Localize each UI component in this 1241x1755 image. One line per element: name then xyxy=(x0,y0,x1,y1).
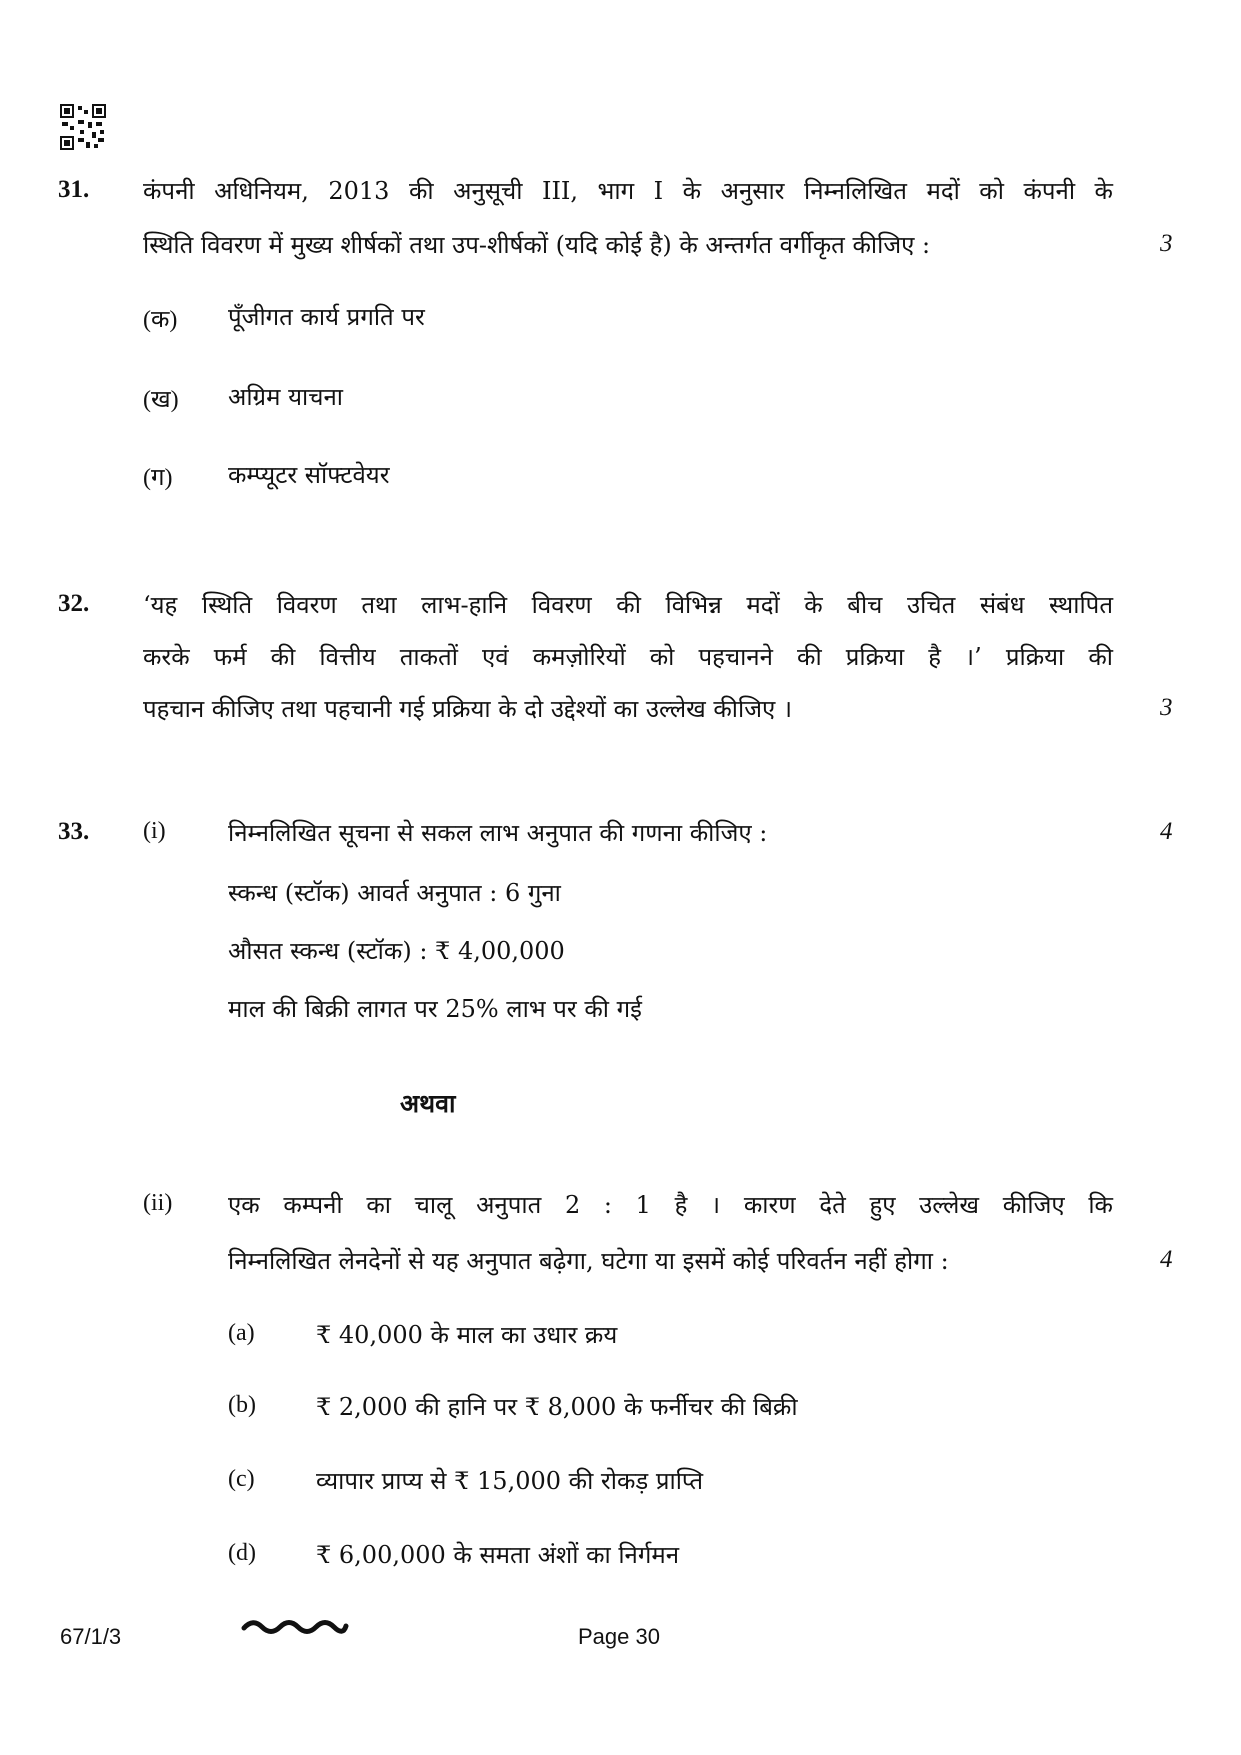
option-label: (क) xyxy=(143,307,178,333)
question-text-line: पहचान कीजिए तथा पहचानी गई प्रक्रिया के दो उद्देश्यों का उल्लेख कीजिए । xyxy=(143,695,793,723)
question-text-line: करके फर्म की वित्तीय ताकतों एवं कमज़ोरियों को पहचानने की प्रक्रिया है ।’ प्रक्रिया की xyxy=(143,643,1113,671)
question-text-line: स्कन्ध (स्टॉक) आवर्त अनुपात : 6 गुना xyxy=(228,879,561,907)
option-text: ₹ 6,00,000 के समता अंशों का निर्गमन xyxy=(316,1541,680,1569)
option-text: ₹ 2,000 की हानि पर ₹ 8,000 के फर्नीचर की बिक्री xyxy=(316,1393,798,1421)
question-number: 31. xyxy=(58,176,90,203)
option-text: अग्रिम याचना xyxy=(228,383,343,411)
question-text-line: निम्नलिखित सूचना से सकल लाभ अनुपात की गणना कीजिए : xyxy=(228,819,768,847)
marks: 4 xyxy=(1160,1246,1173,1273)
option-label: (ख) xyxy=(143,387,179,413)
paper-code: 67/1/3 xyxy=(60,1624,122,1649)
part-label: (ii) xyxy=(143,1190,173,1216)
marks: 3 xyxy=(1160,694,1173,721)
option-text: कम्प्यूटर सॉफ्टवेयर xyxy=(228,461,390,489)
qr-code-icon xyxy=(60,104,106,150)
question-number: 33. xyxy=(58,818,90,845)
question-number: 32. xyxy=(58,590,90,617)
question-text-line: ‘यह स्थिति विवरण तथा लाभ-हानि विवरण की विभिन्न मदों के बीच उचित संबंध स्थापित xyxy=(143,591,1113,619)
marks: 4 xyxy=(1160,818,1173,845)
wave-ornament-icon xyxy=(240,1612,350,1642)
question-text-line: औसत स्कन्ध (स्टॉक) : ₹ 4,00,000 xyxy=(228,937,565,965)
question-text-line: स्थिति विवरण में मुख्य शीर्षकों तथा उप-शीर्षकों (यदि कोई है) के अन्तर्गत वर्गीकृत कीजिए : xyxy=(143,231,931,259)
part-label: (i) xyxy=(143,818,166,844)
page-number: Page 30 xyxy=(578,1624,660,1649)
option-label: (a) xyxy=(228,1320,255,1346)
question-text-line: माल की बिक्री लागत पर 25% लाभ पर की गई xyxy=(228,995,642,1023)
marks: 3 xyxy=(1160,230,1173,257)
question-text-line: कंपनी अधिनियम, 2013 की अनुसूची III, भाग I के अनुसार निम्नलिखित मदों को कंपनी के xyxy=(143,177,1113,205)
or-divider: अथवा xyxy=(400,1089,456,1118)
option-text: ₹ 40,000 के माल का उधार क्रय xyxy=(316,1321,618,1349)
question-text-line: निम्नलिखित लेनदेनों से यह अनुपात बढ़ेगा, घटेगा या इसमें कोई परिवर्तन नहीं होगा : xyxy=(228,1247,949,1275)
option-text: पूँजीगत कार्य प्रगति पर xyxy=(228,303,425,331)
option-label: (c) xyxy=(228,1466,255,1492)
question-text-line: एक कम्पनी का चालू अनुपात 2 : 1 है । कारण देते हुए उल्लेख कीजिए कि xyxy=(228,1191,1113,1219)
option-text: व्यापार प्राप्य से ₹ 15,000 की रोकड़ प्राप्ति xyxy=(316,1467,704,1495)
option-label: (ग) xyxy=(143,465,173,491)
option-label: (b) xyxy=(228,1392,256,1418)
option-label: (d) xyxy=(228,1540,256,1566)
